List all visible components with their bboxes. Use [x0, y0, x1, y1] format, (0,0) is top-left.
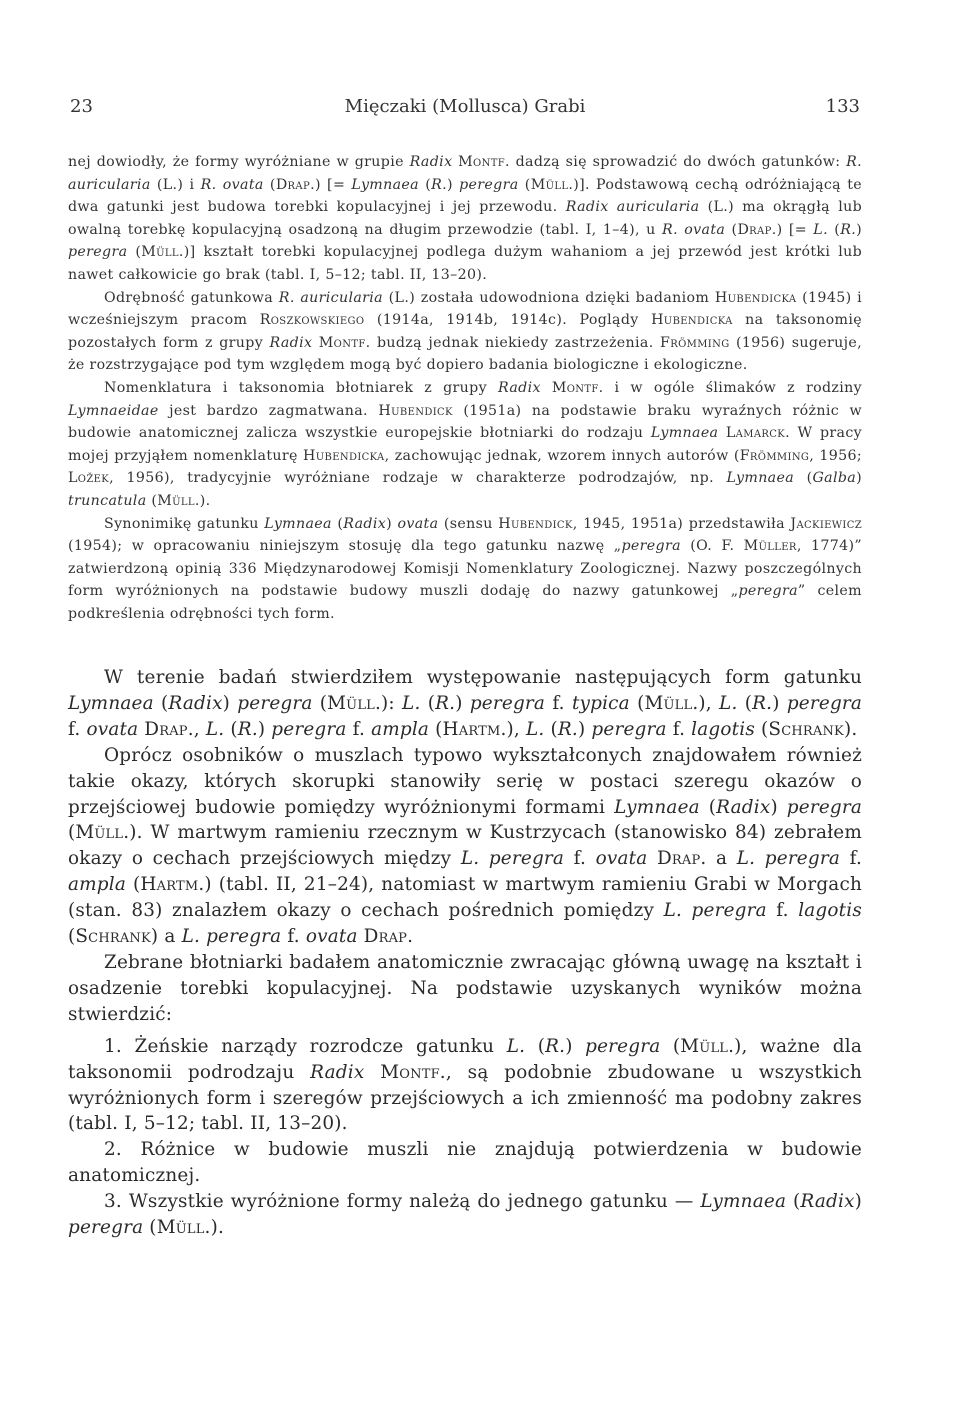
text-run: (1951a) na podstawie braku wyraźnych różnic w budowie anatomicznej zalicza wszystkie europejskie błotniarki do rodzaju	[68, 402, 862, 442]
text-run: , zachowując jednak, wzorem innych autorów (	[384, 447, 740, 464]
italic-term: L.	[402, 692, 421, 714]
italic-term: Radix	[168, 692, 223, 714]
paragraph	[68, 151, 862, 287]
italic-term: R. auricularia	[68, 154, 862, 193]
italic-term: peregra	[237, 692, 313, 714]
text-run: , 1956), tradycyjnie wyróżniane rodzaje w charakterze podrodzajów, np.	[109, 470, 727, 487]
italic-term: L. peregra	[460, 848, 565, 870]
author-name: Hartm	[442, 718, 501, 740]
text-run: )	[455, 692, 470, 714]
page-number-left: 23	[70, 96, 93, 117]
italic-term: Lymnaea	[68, 692, 154, 714]
italic-term: ovata	[397, 515, 439, 532]
text-run: (O. F.	[680, 538, 744, 555]
text-run: )	[854, 1191, 863, 1213]
text-run: .)] kształt torebki kopulacyjnej podlega dużym wahaniom a jej przewód jest krótki lub nawet całkowicie go brak (tabl. I, 5–12; tabl. II, 13–20).	[68, 244, 862, 283]
italic-term: Radix	[343, 515, 387, 532]
text-run: , 1774)” zatwierdzoną opinią 336 Międzynarodowej Komisji Nomenklatury Zoologicznej. Nazwy poszczególnych form wyróżnionych na podstawie budowy muszli dodaję do nazwy gatunkowej „	[68, 538, 862, 600]
text-run: (	[725, 221, 738, 238]
italic-term: L. peregra	[736, 848, 841, 870]
italic-term: Galba	[812, 470, 857, 487]
page-number-right: 133	[825, 96, 860, 117]
italic-term: Radix	[409, 154, 453, 170]
text-run: )	[577, 718, 592, 740]
text-run	[541, 380, 552, 396]
italic-term: R. ovata	[200, 176, 264, 193]
text-run: (	[660, 1035, 681, 1057]
text-run: , 1945, 1951a) przedstawiła	[572, 515, 791, 532]
text-run: f.	[666, 718, 692, 740]
text-run	[364, 1062, 380, 1083]
text-run: )	[856, 221, 862, 238]
text-run: (sensu	[438, 515, 499, 532]
italic-term: L.	[205, 718, 225, 740]
text-run: . dadzą się sprowadzić do dwóch gatunków:	[505, 154, 847, 170]
italic-term: ovata	[305, 926, 358, 948]
author-name: Roszkowskiego	[259, 312, 365, 329]
text-run: .)]. Podstawową cechą odróżniającą te dwa gatunki jest budowa torebki kopulacyjnej i jej przewodu.	[68, 176, 863, 216]
italic-term: R. ovata	[662, 221, 726, 238]
text-run: .).	[194, 492, 211, 509]
text-run	[647, 848, 657, 869]
author-name: Hubendicka	[303, 447, 385, 464]
author-name: Drap	[275, 176, 311, 193]
text-run: (1945) i wcześniejszym pracom	[68, 289, 863, 329]
italic-term: peregra	[591, 718, 667, 740]
italic-term: Lymnaea	[700, 1191, 787, 1213]
small-print-section	[68, 151, 862, 625]
text-run: .). W martwym ramieniu rzecznym w Kustrzycach (stanowisko 84) zebrałem okazy o cechach przejściowych między	[68, 822, 862, 870]
text-run: f.	[564, 848, 596, 870]
text-run: nej dowiodły, że formy wyróżniane w grupie	[68, 154, 410, 170]
italic-term: L.	[719, 692, 738, 714]
italic-term: R.	[752, 692, 773, 714]
text-run: (	[737, 692, 753, 714]
author-name: Hubendick	[378, 402, 453, 419]
author-name: Müll	[327, 692, 375, 714]
text-run: . a	[700, 848, 737, 870]
italic-term: Lymnaea	[351, 176, 419, 193]
italic-term: peregra	[271, 718, 347, 740]
author-name: Müll	[530, 176, 569, 193]
italic-term: ovata	[595, 848, 648, 870]
text-run: )	[257, 718, 272, 740]
text-run: f.	[840, 848, 862, 870]
text-run: .).	[204, 1217, 225, 1239]
text-run: Odrębność gatunkowa	[104, 289, 279, 306]
text-run: Synonimikę gatunku	[104, 515, 265, 532]
italic-term: peregra	[68, 244, 128, 261]
text-run	[718, 425, 726, 441]
text-run: ) a	[150, 926, 182, 948]
author-name: Lamarck	[725, 425, 786, 442]
text-run: )	[856, 470, 862, 487]
text-run: Nomenklatura i taksonomia błotniarek z grupy	[104, 379, 498, 396]
paragraph	[68, 743, 862, 950]
text-run: (	[146, 492, 158, 509]
author-name: Schrank	[768, 718, 844, 740]
italic-term: ovata	[86, 718, 139, 740]
text-run: (L.) została udowodniona dzięki badaniom	[383, 289, 715, 306]
text-run: (	[68, 926, 76, 948]
italic-term: Lymnaea	[264, 515, 332, 532]
text-run: (L.) i	[150, 176, 201, 193]
italic-term: peregra	[585, 1035, 661, 1057]
author-name: Müll	[157, 492, 195, 509]
italic-term: Lymnaeidae	[68, 402, 159, 419]
text-run: (	[68, 822, 76, 844]
text-run: . W pracy mojej przyjąłem nomenklaturę	[68, 425, 862, 464]
italic-term: Lymnaea	[726, 470, 795, 487]
text-run: (	[126, 874, 141, 896]
text-run: f.	[68, 718, 87, 740]
text-run: )	[222, 692, 238, 714]
italic-term: L. peregra	[663, 900, 767, 922]
italic-term: ampla	[68, 874, 127, 896]
italic-term: Radix	[716, 796, 771, 818]
text-run: f.	[766, 900, 799, 922]
text-run: (	[263, 176, 276, 193]
italic-term: peregra	[786, 796, 863, 818]
paragraph	[68, 950, 862, 1028]
italic-term: truncatula	[68, 492, 147, 509]
text-run: 3. Wszystkie wyróżnione formy należą do jednego gatunku —	[104, 1191, 701, 1213]
author-name: Drap	[144, 718, 188, 740]
text-run: (	[143, 1217, 157, 1239]
text-run: .),	[692, 692, 720, 714]
text-run: )	[386, 515, 398, 532]
author-name: Hubendicka	[651, 312, 733, 329]
text-run: f.	[545, 692, 572, 714]
author-name: Drap	[737, 221, 772, 238]
text-run: )	[770, 796, 787, 818]
author-name: Jackiewicz	[790, 515, 863, 532]
italic-term: lagotis	[691, 718, 755, 740]
text-run: .), ważne dla taksonomii podrodzaju	[68, 1035, 863, 1083]
italic-term: lagotis	[798, 900, 862, 922]
text-run: 2. Różnice w budowie muszli nie znajdują potwierdzenia w budowie anatomicznej.	[68, 1139, 862, 1187]
numbered-conclusion	[68, 1034, 862, 1138]
author-name: Drap	[656, 848, 701, 870]
text-run: .) [=	[771, 221, 814, 238]
author-name: Montf	[380, 1061, 440, 1083]
author-name: Müller	[743, 538, 797, 555]
text-run: (	[429, 718, 443, 740]
text-run: Oprócz osobników o muszlach typowo wykształconych znajdowałem również takie okazy, których skorupki stanowiły serię w postaci szeregu okazów o przejściowej budowie pomiędzy wyróżnionymi formami	[68, 744, 862, 818]
author-name: Schrank	[75, 926, 151, 948]
text-run: (	[827, 221, 841, 238]
italic-term: peregra	[68, 1217, 144, 1239]
italic-term: R.	[431, 176, 447, 193]
author-name: Frömming	[660, 334, 730, 351]
italic-term: peregra	[459, 176, 519, 193]
paragraph	[68, 513, 862, 626]
text-run: W terenie badań stwierdziłem występowanie następujących form gatunku	[104, 667, 862, 688]
paragraph	[68, 665, 862, 743]
text-run: )	[447, 176, 460, 193]
author-name: Müll	[156, 1217, 205, 1239]
italic-term: R.	[557, 718, 578, 740]
italic-term: Radix	[497, 379, 541, 396]
text-run: (	[153, 692, 169, 714]
italic-term: R.	[237, 718, 258, 740]
text-run: (	[525, 1035, 546, 1057]
italic-term: peregra	[469, 692, 546, 714]
italic-term: Lymnaea	[614, 796, 700, 818]
text-run: .,	[187, 718, 206, 740]
text-run: (1954); w opracowaniu niniejszym stosuję dla tego gatunku nazwę „	[68, 538, 622, 555]
text-run: .) [=	[310, 176, 352, 193]
text-run: (L.) ma okrągłą lub owalną torebkę kopulacyjną osadzoną na długim przewodzie (tabl. I, 1–4), u	[68, 199, 862, 238]
italic-term: Radix	[269, 334, 313, 351]
author-name: Hubendick	[498, 515, 573, 532]
text-run: ., są podobnie zbudowane u wszystkich wyróżnionych form i szeregów przejściowych a ich zmienność ma podobny zakres (tabl. I, 5–12; tabl. II, 13–20).	[68, 1061, 862, 1135]
italic-term: R.	[435, 692, 456, 714]
text-run: . budzą jednak niekiedy zastrzeżenia.	[365, 334, 660, 351]
text-run: (	[312, 692, 328, 714]
running-title: Mięczaki (Mollusca) Grabi	[344, 96, 586, 117]
text-run: jest bardzo zagmatwana.	[158, 402, 379, 419]
text-run: )	[772, 692, 787, 714]
text-run: (	[418, 176, 432, 193]
italic-term: R.	[840, 221, 857, 238]
text-run: 1. Żeńskie narządy rozrodcze gatunku	[104, 1035, 507, 1057]
text-run: (	[518, 176, 531, 193]
italic-term: peregra	[786, 692, 863, 714]
text-run: ” celem podkreślenia odrębności tych form.	[68, 583, 862, 622]
italic-term: L. peregra	[181, 926, 282, 948]
text-run: na taksonomię pozostałych form z grupy	[68, 312, 862, 351]
text-run: (	[544, 718, 558, 740]
author-name: Montf	[318, 334, 366, 351]
italic-term: Radix	[310, 1061, 365, 1083]
italic-term: Radix auricularia	[565, 199, 700, 216]
text-run: (	[754, 718, 769, 740]
text-run: .),	[500, 718, 526, 740]
text-run: (	[420, 692, 436, 714]
author-name: Montf	[458, 154, 506, 170]
author-name: Ložek	[68, 470, 110, 487]
text-run: .):	[375, 692, 403, 714]
running-header	[70, 96, 860, 124]
numbered-conclusion	[68, 1137, 862, 1189]
main-text-section	[68, 665, 862, 1241]
author-name: Montf	[551, 379, 599, 396]
paragraph	[68, 287, 862, 377]
text-run: (	[629, 692, 645, 714]
italic-term: L.	[506, 1035, 526, 1057]
text-run: (	[331, 515, 344, 532]
text-run: (	[127, 244, 142, 261]
text-run: (	[699, 796, 717, 818]
author-name: Hubendicka	[714, 289, 797, 306]
numbered-conclusion	[68, 1189, 862, 1241]
text-run: f.	[281, 926, 306, 948]
author-name: Frömming	[739, 447, 810, 464]
text-run: (1914a, 1914b, 1914c). Poglądy	[364, 312, 652, 329]
italic-term: peregra	[621, 538, 681, 555]
italic-term: L.	[526, 718, 545, 740]
italic-term: R. auricularia	[278, 289, 383, 306]
author-name: Müll	[141, 244, 179, 261]
paragraph	[68, 377, 862, 513]
text-run: ).	[843, 718, 858, 740]
text-run: . i w ogóle ślimaków z rodziny	[598, 379, 862, 396]
text-run: (	[794, 470, 813, 487]
italic-term: peregra	[738, 583, 798, 600]
author-name: Drap	[363, 926, 408, 948]
text-run: .) (tabl. II, 21–24), natomiast w martwym ramieniu Grabi w Morgach (stan. 83) znalazłem okazy o cechach pośrednich pomiędzy	[68, 874, 862, 922]
text-run: )	[565, 1035, 586, 1057]
text-run: , 1956;	[809, 447, 863, 464]
text-run: (	[786, 1191, 801, 1213]
italic-term: Radix	[800, 1191, 855, 1213]
italic-term: ampla	[371, 718, 430, 740]
text-run: f.	[346, 718, 372, 740]
author-name: Müll	[75, 822, 124, 844]
italic-term: typica	[571, 692, 630, 714]
text-run: (1956) sugeruje, że rozstrzygające pod tym względem mogą być dopiero badania biologiczne i ekologiczne.	[68, 334, 862, 374]
text-run: Zebrane błotniarki badałem anatomicznie zwracając główną uwagę na kształt i osadzenie torebki kopulacyjnej. Na podstawie uzyskanych wyników można stwierdzić:	[68, 951, 862, 1025]
text-run: (	[224, 718, 238, 740]
italic-term: L.	[813, 221, 828, 238]
author-name: Hartm	[140, 874, 199, 896]
author-name: Müll	[644, 692, 693, 714]
italic-term: Lymnaea	[650, 425, 719, 442]
italic-term: R.	[545, 1035, 566, 1057]
author-name: Müll	[680, 1035, 729, 1057]
text-run: .	[407, 926, 414, 948]
